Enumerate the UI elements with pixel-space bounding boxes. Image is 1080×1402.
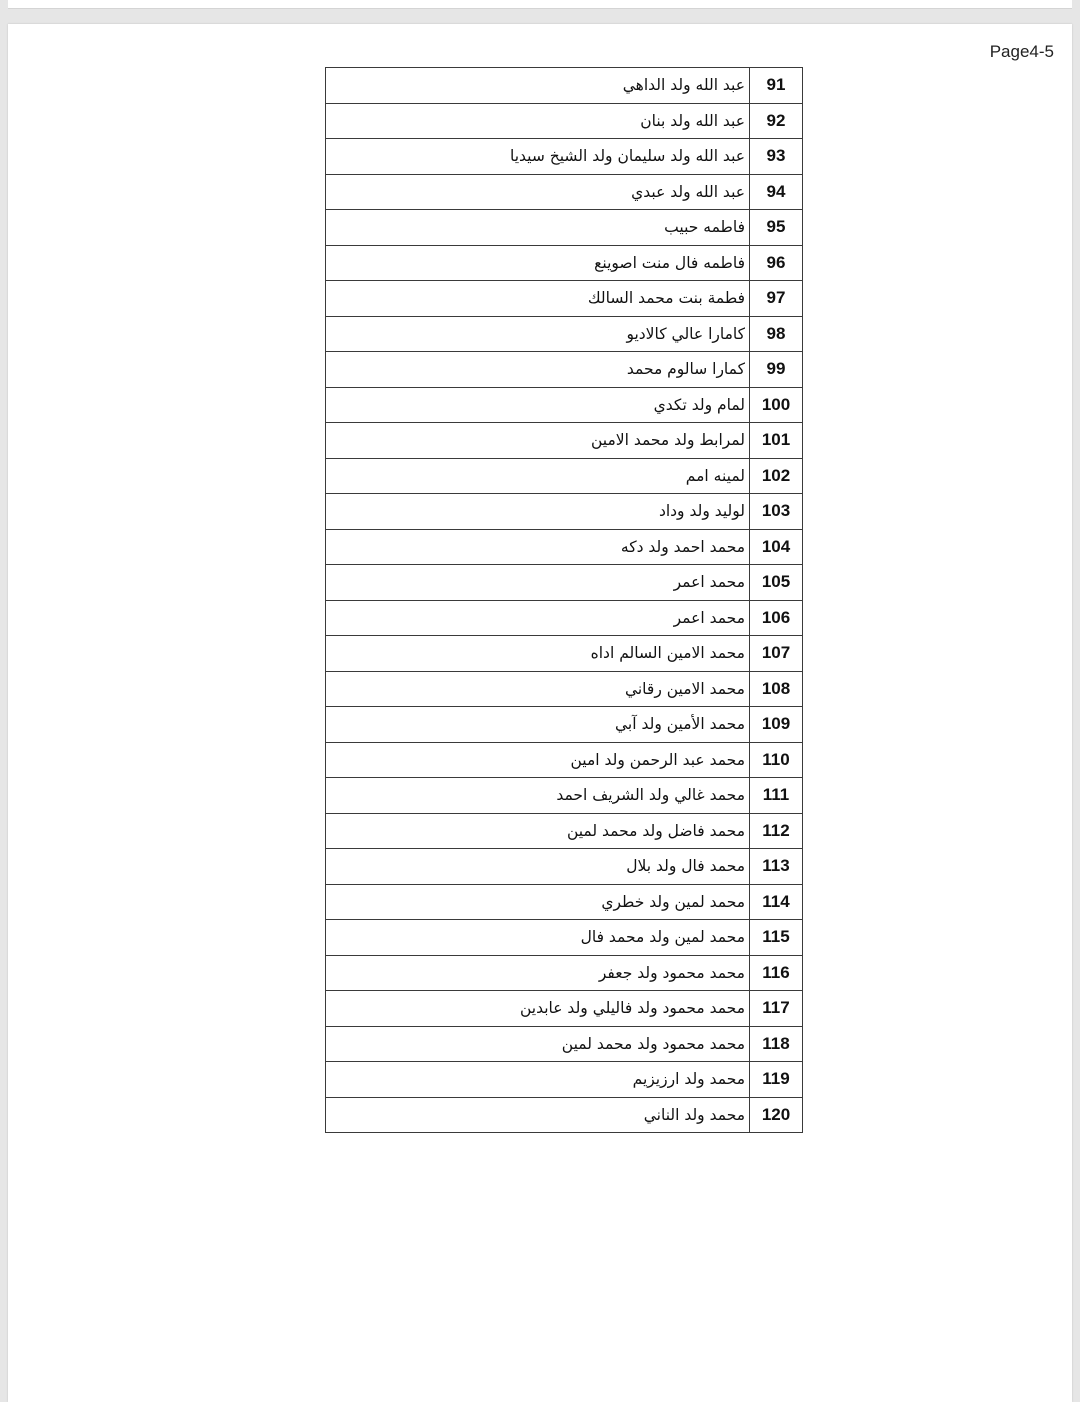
row-number: 93 <box>750 139 803 175</box>
row-number: 103 <box>750 494 803 530</box>
table-row <box>326 139 803 175</box>
row-number: 111 <box>750 778 803 814</box>
person-name: كامارا عالي كالاديو <box>326 316 750 352</box>
person-name: فاطمه حبيب <box>326 210 750 246</box>
row-number: 92 <box>750 103 803 139</box>
row-number: 97 <box>750 281 803 317</box>
table-row <box>326 991 803 1027</box>
row-number: 105 <box>750 565 803 601</box>
row-number: 114 <box>750 884 803 920</box>
table-row <box>326 742 803 778</box>
person-name: محمد لمين ولد خطري <box>326 884 750 920</box>
row-number: 102 <box>750 458 803 494</box>
table-row <box>326 281 803 317</box>
table-row <box>326 529 803 565</box>
row-number: 110 <box>750 742 803 778</box>
names-table <box>325 67 803 1133</box>
person-name: محمد عبد الرحمن ولد امين <box>326 742 750 778</box>
table-row <box>326 316 803 352</box>
person-name: محمد ولد ارزيزيم <box>326 1062 750 1098</box>
table-row <box>326 1026 803 1062</box>
table-row <box>326 600 803 636</box>
table-row <box>326 210 803 246</box>
table-row <box>326 352 803 388</box>
person-name: فطمة بنت محمد السالك <box>326 281 750 317</box>
row-number: 104 <box>750 529 803 565</box>
row-number: 108 <box>750 671 803 707</box>
document-page <box>8 24 1072 1402</box>
table-row <box>326 955 803 991</box>
person-name: لمينه امم <box>326 458 750 494</box>
person-name: محمد محمود ولد فاليلي ولد عابدين <box>326 991 750 1027</box>
previous-page-edge <box>8 0 1072 9</box>
person-name: محمد اعمر <box>326 565 750 601</box>
table-row <box>326 778 803 814</box>
table-row <box>326 387 803 423</box>
table-row <box>326 174 803 210</box>
person-name: محمد لمين ولد محمد فال <box>326 920 750 956</box>
table-row <box>326 1097 803 1133</box>
table-row <box>326 813 803 849</box>
row-number: 99 <box>750 352 803 388</box>
person-name: كمارا سالوم محمد <box>326 352 750 388</box>
row-number: 120 <box>750 1097 803 1133</box>
row-number: 119 <box>750 1062 803 1098</box>
row-number: 109 <box>750 707 803 743</box>
person-name: عبد الله ولد عبدي <box>326 174 750 210</box>
row-number: 91 <box>750 68 803 104</box>
row-number: 94 <box>750 174 803 210</box>
person-name: فاطمه فال منت اصوينع <box>326 245 750 281</box>
person-name: لوليد ولد وداد <box>326 494 750 530</box>
table-row <box>326 565 803 601</box>
table-row <box>326 671 803 707</box>
person-name: محمد فاضل ولد محمد لمين <box>326 813 750 849</box>
person-name: محمد غالي ولد الشريف احمد <box>326 778 750 814</box>
row-number: 101 <box>750 423 803 459</box>
row-number: 118 <box>750 1026 803 1062</box>
person-name: محمد محمود ولد محمد لمين <box>326 1026 750 1062</box>
table-row <box>326 707 803 743</box>
row-number: 115 <box>750 920 803 956</box>
person-name: عبد الله ولد سليمان ولد الشيخ سيديا <box>326 139 750 175</box>
person-name: عبد الله ولد الداهي <box>326 68 750 104</box>
person-name: محمد الأمين ولد آبي <box>326 707 750 743</box>
row-number: 98 <box>750 316 803 352</box>
person-name: محمد الامين السالم اداه <box>326 636 750 672</box>
page-number-label: Page4-5 <box>989 42 1054 61</box>
table-row <box>326 920 803 956</box>
person-name: محمد الامين رقاني <box>326 671 750 707</box>
names-table-body <box>326 68 803 1133</box>
person-name: محمد محمود ولد جعفر <box>326 955 750 991</box>
table-row <box>326 494 803 530</box>
person-name: لمرابط ولد محمد الامين <box>326 423 750 459</box>
person-name: عبد الله ولد بنان <box>326 103 750 139</box>
person-name: محمد اعمر <box>326 600 750 636</box>
row-number: 116 <box>750 955 803 991</box>
row-number: 117 <box>750 991 803 1027</box>
person-name: لمام ولد تكدي <box>326 387 750 423</box>
table-row <box>326 423 803 459</box>
row-number: 106 <box>750 600 803 636</box>
table-row <box>326 68 803 104</box>
table-row <box>326 636 803 672</box>
row-number: 113 <box>750 849 803 885</box>
table-row <box>326 884 803 920</box>
table-row <box>326 245 803 281</box>
row-number: 96 <box>750 245 803 281</box>
person-name: محمد ولد الناني <box>326 1097 750 1133</box>
person-name: محمد احمد ولد دكه <box>326 529 750 565</box>
table-row <box>326 458 803 494</box>
table-row <box>326 1062 803 1098</box>
person-name: محمد فال ولد بلال <box>326 849 750 885</box>
row-number: 107 <box>750 636 803 672</box>
row-number: 95 <box>750 210 803 246</box>
table-row <box>326 103 803 139</box>
row-number: 100 <box>750 387 803 423</box>
table-row <box>326 849 803 885</box>
row-number: 112 <box>750 813 803 849</box>
